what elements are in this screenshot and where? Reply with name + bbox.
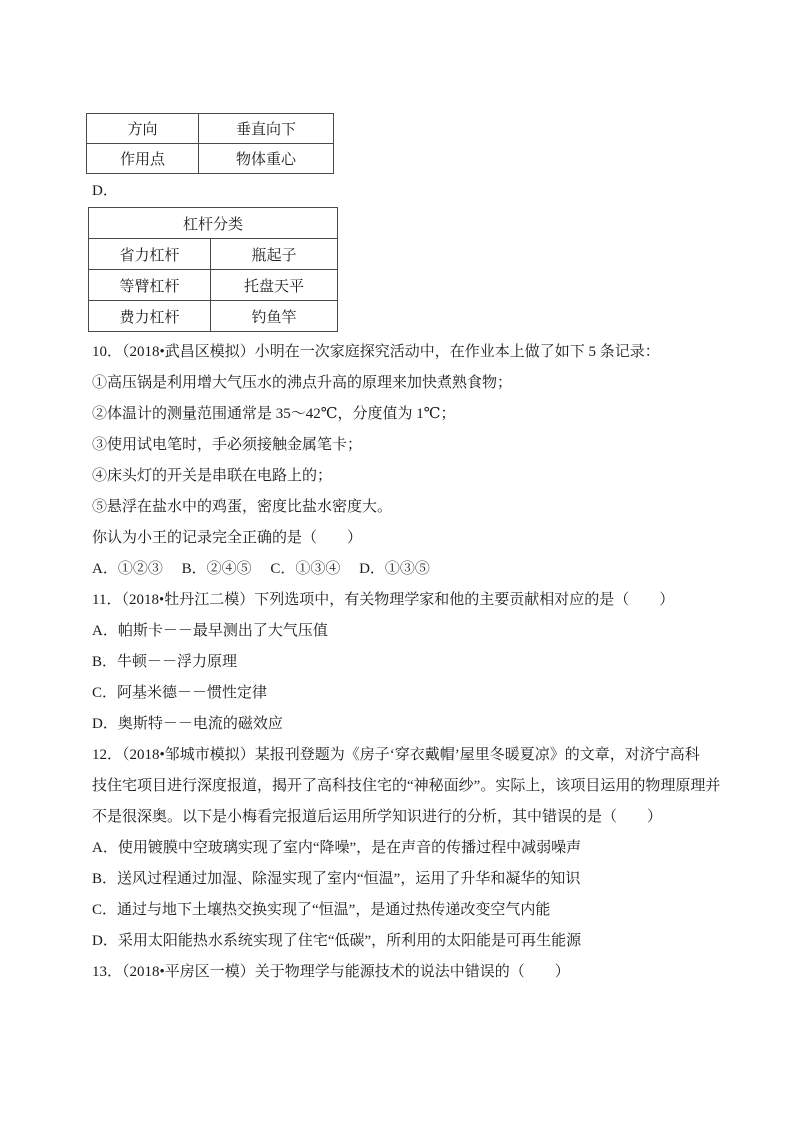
q11-option-c: C．阿基米德－－惯性定律 (92, 685, 268, 701)
question-12-stem-line-1: 12．（2018•邹城市模拟）某报刊登题为《房子‘穿衣戴帽’屋里冬暖夏凉》的文章，对济宁高科 (92, 747, 700, 763)
q12-option-b: B．送风过程通过加湿、除湿实现了室内“恒温”，运用了升华和凝华的知识 (92, 871, 581, 887)
table-row (87, 114, 334, 144)
lever-classification-table (88, 207, 338, 332)
table-cell: 费力杠杆 (89, 301, 211, 332)
question-text-block (92, 337, 752, 988)
table-cell: 托盘天平 (211, 270, 338, 301)
question-12-stem-line-2: 技住宅项目进行深度报道，揭开了高科技住宅的“神秘面纱”。实际上，该项目运用的物理原理并 (92, 778, 721, 794)
q10-options-line: A．①②③ B．②④⑤ C．①③④ D．①③⑤ (92, 561, 430, 577)
table-header-cell: 杠杆分类 (89, 208, 338, 239)
question-10-stem: 10．（2018•武昌区模拟）小明在一次家庭探究活动中，在作业本上做了如下 5 条记录： (92, 344, 660, 360)
table-cell: 垂直向下 (199, 114, 334, 144)
question-11-stem: 11．（2018•牡丹江二模）下列选项中，有关物理学家和他的主要贡献相对应的是（ ） (92, 592, 675, 608)
table-row (89, 239, 338, 270)
table-row (89, 301, 338, 332)
table-cell: 钓鱼竿 (211, 301, 338, 332)
table-cell: 省力杠杆 (89, 239, 211, 270)
table-cell: 方向 (87, 114, 199, 144)
q12-option-c: C．通过与地下土壤热交换实现了“恒温”，是通过热传递改变空气内能 (92, 902, 551, 918)
q10-record-1: ①高压锅是利用增大气压水的沸点升高的原理来加快煮熟食物； (92, 375, 513, 391)
q10-record-2: ②体温计的测量范围通常是 35～42℃，分度值为 1℃； (92, 406, 456, 422)
q10-record-3: ③使用试电笔时，手必须接触金属笔卡； (92, 437, 363, 453)
q10-prompt: 你认为小王的记录完全正确的是（ ） (92, 530, 363, 546)
q10-record-5: ⑤悬浮在盐水中的鸡蛋，密度比盐水密度大。 (92, 499, 393, 515)
question-13-stem: 13．（2018•平房区一模）关于物理学与能源技术的说法中错误的（ ） (92, 964, 570, 980)
q11-option-a: A．帕斯卡－－最早测出了大气压值 (92, 623, 328, 639)
table-row (89, 270, 338, 301)
question-12-stem-line-3: 不是很深奥。以下是小梅看完报道后运用所学知识进行的分析，其中错误的是（ ） (92, 809, 663, 825)
gravity-elements-table (86, 113, 334, 174)
table-header-row (89, 208, 338, 239)
option-d-label: D． (92, 183, 118, 199)
table-cell: 作用点 (87, 144, 199, 174)
table-cell: 物体重心 (199, 144, 334, 174)
q11-option-d: D．奥斯特－－电流的磁效应 (92, 716, 283, 732)
table-cell: 等臂杠杆 (89, 270, 211, 301)
q11-option-b: B．牛顿－－浮力原理 (92, 654, 238, 670)
table-cell: 瓶起子 (211, 239, 338, 270)
table-row (87, 144, 334, 174)
q12-option-d: D．采用太阳能热水系统实现了住宅“低碳”，所利用的太阳能是可再生能源 (92, 933, 582, 949)
q10-record-4: ④床头灯的开关是串联在电路上的； (92, 468, 333, 484)
q12-option-a: A．使用镀膜中空玻璃实现了室内“降噪”，是在声音的传播过程中减弱噪声 (92, 840, 582, 856)
